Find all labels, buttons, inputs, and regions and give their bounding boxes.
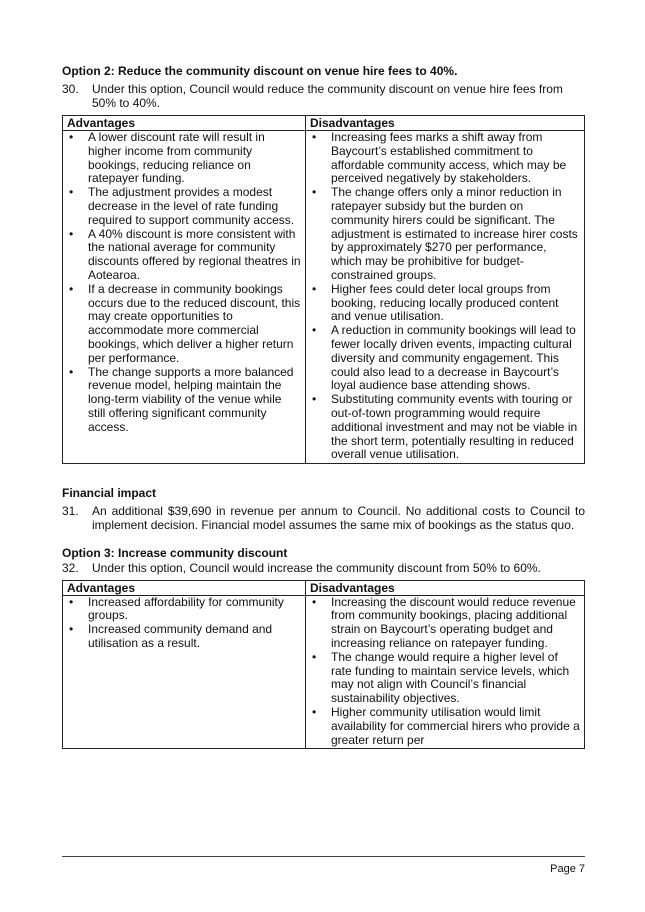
bullet-item	[310, 131, 580, 186]
option2-table	[62, 115, 585, 464]
bullet-icon: •	[312, 649, 317, 664]
bullet-item	[310, 186, 580, 283]
bullet-text: Substituting community events with touring or out-of-town programming would require additional investment and may not be viable in the short term, potentially resulting in reduced overall venue utilisation.	[331, 392, 578, 462]
bullet-item	[310, 706, 580, 747]
option3-table	[62, 580, 585, 750]
bullet-item	[310, 324, 580, 393]
bullet-text: A 40% discount is more consistent with the national average for community discounts offered by regional theatres in Aotearoa.	[88, 226, 301, 282]
para-30	[62, 83, 585, 110]
bullet-text: If a decrease in community bookings occurs due to the reduced discount, this may create opportunities to accommodate more commercial bookings, which deliver a higher return per performance.	[88, 281, 301, 365]
bullet-text: Increasing the discount would reduce revenue from community bookings, placing additional strain on Baycourt’s operating budget and increasing reliance on ratepayer funding.	[331, 594, 576, 651]
bullet-item	[67, 186, 301, 227]
bullet-icon: •	[312, 594, 317, 609]
disadvantages-header: Disadvantages	[306, 116, 585, 131]
disadvantages-cell	[306, 131, 585, 464]
bullet-text: The change would require a higher level of rate funding to maintain service levels, which may not align with Council’s financial sustainability objectives.	[331, 649, 570, 706]
para-32	[62, 562, 585, 576]
bullet-item	[67, 131, 301, 186]
bullet-text: The adjustment provides a modest decrease in the level of rate funding required to support community access.	[88, 185, 295, 227]
bullet-item	[67, 366, 301, 435]
bullet-item	[310, 393, 580, 462]
bullet-icon: •	[69, 185, 74, 200]
bullet-item	[67, 283, 301, 366]
bullet-icon: •	[69, 622, 74, 637]
disadvantages-list	[310, 131, 580, 462]
bullet-icon: •	[312, 185, 317, 200]
footer-divider	[62, 856, 585, 857]
bullet-icon: •	[69, 281, 74, 296]
bullet-text: The change offers only a minor reduction in ratepayer subsidy but the burden on community hirers could be significant. The adjustment is estimated to increase hirer costs by approximately $270 per performance, which may be prohibitive for budget-constrained groups.	[331, 185, 578, 282]
para-31	[62, 505, 585, 532]
advantages-cell	[63, 131, 306, 464]
bullet-text: Increasing fees marks a shift away from Baycourt’s established commitment to affordable community access, which may be perceived negatively by stakeholders.	[331, 130, 567, 186]
bullet-icon: •	[312, 705, 317, 719]
para-number: 32.	[62, 561, 79, 576]
advantages-cell	[63, 595, 306, 749]
bullet-item	[310, 651, 580, 706]
bullet-text: Increased affordability for community groups.	[88, 594, 284, 623]
para-text: Under this option, Council would increase the community discount from 50% to 60%.	[92, 561, 541, 576]
bullet-text: A reduction in community bookings will lead to fewer locally driven events, impacting cultural diversity and community engagement. This could also lead to a decrease in Baycourt’s loyal audience base attending shows.	[331, 323, 576, 393]
bullet-item	[67, 596, 301, 624]
advantages-list	[67, 131, 301, 435]
bullet-text: Increased community demand and utilisation as a result.	[88, 622, 273, 651]
disadvantages-list	[310, 596, 580, 748]
advantages-header: Advantages	[63, 116, 306, 131]
bullet-text: A lower discount rate will result in higher income from community bookings, reducing reliance on ratepayer funding.	[88, 130, 265, 186]
bullet-icon: •	[69, 130, 74, 144]
bullet-text: Higher fees could deter local groups from booking, reducing locally produced content and venue utilisation.	[331, 281, 559, 324]
disadvantages-header: Disadvantages	[306, 580, 585, 595]
para-text: An additional $39,690 in revenue per annum to Council. No additional costs to Council to implement decision. Financial model assumes the same mix of bookings as the status quo.	[92, 504, 585, 532]
para-text: Under this option, Council would reduce the community discount on venue hire fees from 50% to 40%.	[92, 82, 563, 110]
bullet-icon: •	[312, 392, 317, 407]
disadvantages-cell	[306, 595, 585, 749]
para-number: 31.	[62, 504, 79, 519]
para-number: 30.	[62, 82, 79, 96]
option3-heading: Option 3: Increase community discount	[62, 546, 288, 561]
bullet-icon: •	[69, 594, 74, 609]
bullet-icon: •	[69, 226, 74, 241]
financial-impact-heading: Financial impact	[62, 486, 157, 501]
bullet-item	[67, 623, 301, 651]
option2-heading: Option 2: Reduce the community discount on venue hire fees to 40%.	[62, 64, 458, 78]
bullet-icon: •	[312, 281, 317, 296]
document-page	[62, 57, 585, 749]
page-number: Page 7	[550, 863, 585, 875]
bullet-text: The change supports a more balanced revenue model, helping maintain the long-term viability of the venue while still offering significant community access.	[88, 364, 294, 434]
bullet-text: Higher community utilisation would limit availability for commercial hirers who provide a greater return per	[331, 705, 580, 747]
bullet-icon: •	[312, 130, 317, 144]
bullet-item	[310, 283, 580, 324]
bullet-item	[310, 596, 580, 651]
advantages-header: Advantages	[63, 580, 306, 595]
bullet-icon: •	[69, 364, 74, 379]
bullet-item	[67, 228, 301, 283]
bullet-icon: •	[312, 323, 317, 338]
advantages-list	[67, 596, 301, 651]
